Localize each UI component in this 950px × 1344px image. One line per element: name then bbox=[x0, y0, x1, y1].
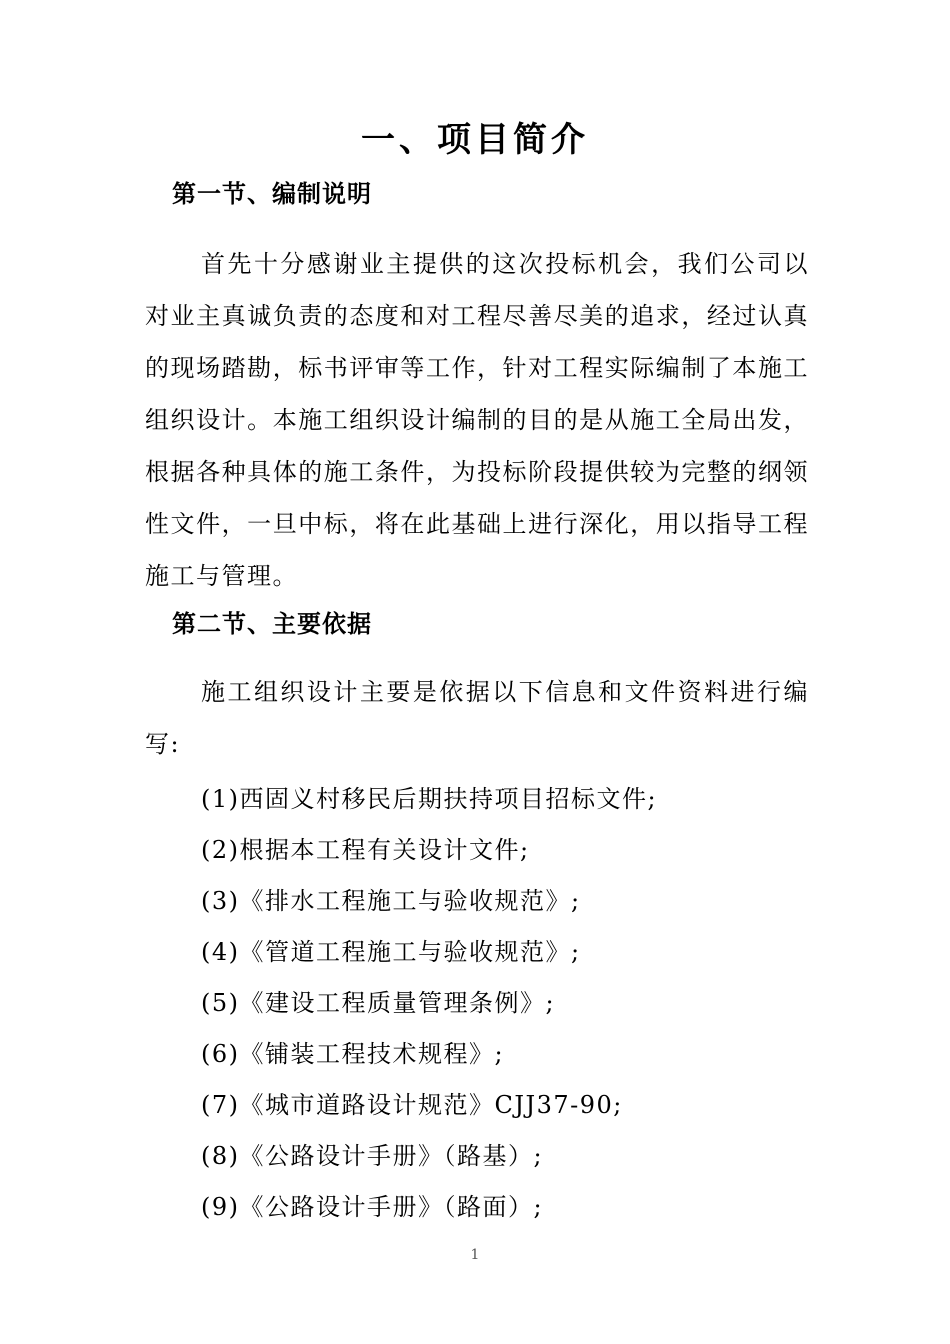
paragraph-preparation: 首先十分感谢业主提供的这次投标机会，我们公司以对业主真诚负责的态度和对工程尽善尽美的追求，经过认真的现场踏勘，标书评审等工作，针对工程实际编制了本施工组织设计。本施工组织设计编制的目的是从施工全局出发，根据各种具体的施工条件，为投标阶段提供较为完整的纲领性文件，一旦中标，将在此基础上进行深化，用以指导工程施工与管理。 bbox=[145, 250, 809, 590]
paragraph-basis: 施工组织设计主要是依据以下信息和文件资料进行编写: bbox=[145, 678, 809, 758]
reference-item: (1)西固义村移民后期扶持项目招标文件; bbox=[201, 785, 658, 813]
page-title: 一、项目简介 bbox=[361, 120, 589, 160]
reference-item: (4)《管道工程施工与验收规范》; bbox=[201, 938, 581, 966]
reference-item: (5)《建设工程质量管理条例》; bbox=[201, 989, 556, 1017]
section-heading-basis: 第二节、主要依据 bbox=[172, 609, 372, 638]
reference-item: (2)根据本工程有关设计文件; bbox=[201, 836, 530, 864]
reference-item: (9)《公路设计手册》（路面）; bbox=[201, 1193, 544, 1221]
section-heading-preparation: 第一节、编制说明 bbox=[172, 179, 372, 208]
reference-item: (7)《城市道路设计规范》CJJ37-90; bbox=[201, 1091, 623, 1119]
reference-list bbox=[201, 774, 657, 1233]
reference-item: (8)《公路设计手册》（路基）; bbox=[201, 1142, 544, 1170]
reference-item: (3)《排水工程施工与验收规范》; bbox=[201, 887, 581, 915]
reference-item: (6)《铺装工程技术规程》; bbox=[201, 1040, 505, 1068]
page-number: 1 bbox=[470, 1247, 480, 1263]
